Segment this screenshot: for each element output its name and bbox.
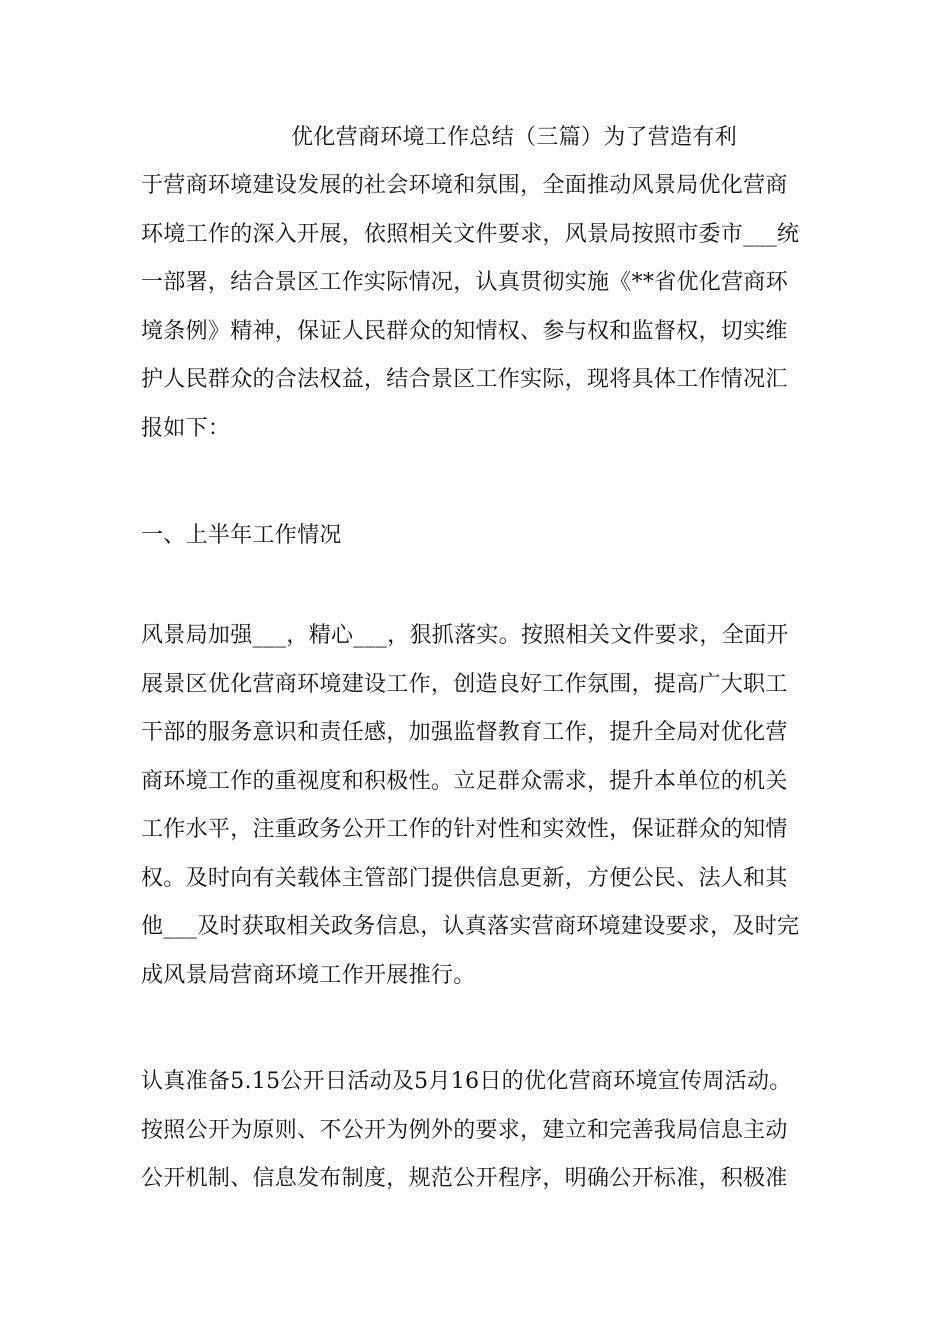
paragraph-line: 认真准备5.15公开日活动及5月16日的优化营商环境宣传周活动。 (141, 1069, 792, 1094)
paragraph-line: 报如下： (141, 415, 231, 441)
paragraph-line: 风景局加强___，精心___，狠抓落实。按照相关文件要求，全面开 (141, 623, 789, 648)
paragraph-line: 公开机制、信息发布制度，规范公开程序，明确公开标准，积极准 (141, 1166, 788, 1191)
section-heading-text: 一、上半年工作情况 (141, 523, 342, 548)
paragraph-line: 干部的服务意识和责任感，加强监督教育工作，提升全局对优化营 (141, 720, 788, 745)
paragraph-line: 工作水平，注重政务公开工作的针对性和实效性，保证群众的知情 (141, 817, 788, 842)
paragraph-line: 商环境工作的重视度和积极性。立足群众需求，提升本单位的机关 (141, 768, 788, 794)
paragraph-line: 于营商环境建设发展的社会环境和氛围，全面推动风景局优化营商 (141, 173, 788, 198)
paragraph-line: 展景区优化营商环境建设工作，创造良好工作氛围，提高广大职工 (141, 671, 788, 697)
paragraph-line: 权。及时向有关载体主管部门提供信息更新，方便公民、法人和其 (141, 865, 788, 891)
activity-paragraph (141, 1058, 809, 1204)
document-title-line: 优化营商环境工作总结（三篇）为了营造有利 (291, 125, 738, 150)
work-summary-paragraph (141, 612, 809, 1000)
paragraph-line: 护人民群众的合法权益，结合景区工作实际，现将具体工作情况汇 (141, 367, 788, 392)
paragraph-line: 成风景局营商环境工作开展推行。 (141, 962, 476, 988)
paragraph-line: 他___及时获取相关政务信息，认真落实营商环境建设要求，及时完 (141, 914, 800, 939)
paragraph-line: 按照公开为原则、不公开为例外的要求，建立和完善我局信息主动 (141, 1117, 788, 1143)
section-heading (141, 512, 809, 561)
paragraph-line: 境条例》精神，保证人民群众的知情权、参与权和监督权，切实维 (141, 318, 788, 344)
paragraph-line: 环境工作的深入开展，依照相关文件要求，风景局按照市委市___统 (141, 221, 800, 247)
paragraph-line: 一部署，结合景区工作实际情况，认真贯彻实施《**省优化营商环 (141, 270, 789, 295)
intro-paragraph (141, 162, 809, 453)
